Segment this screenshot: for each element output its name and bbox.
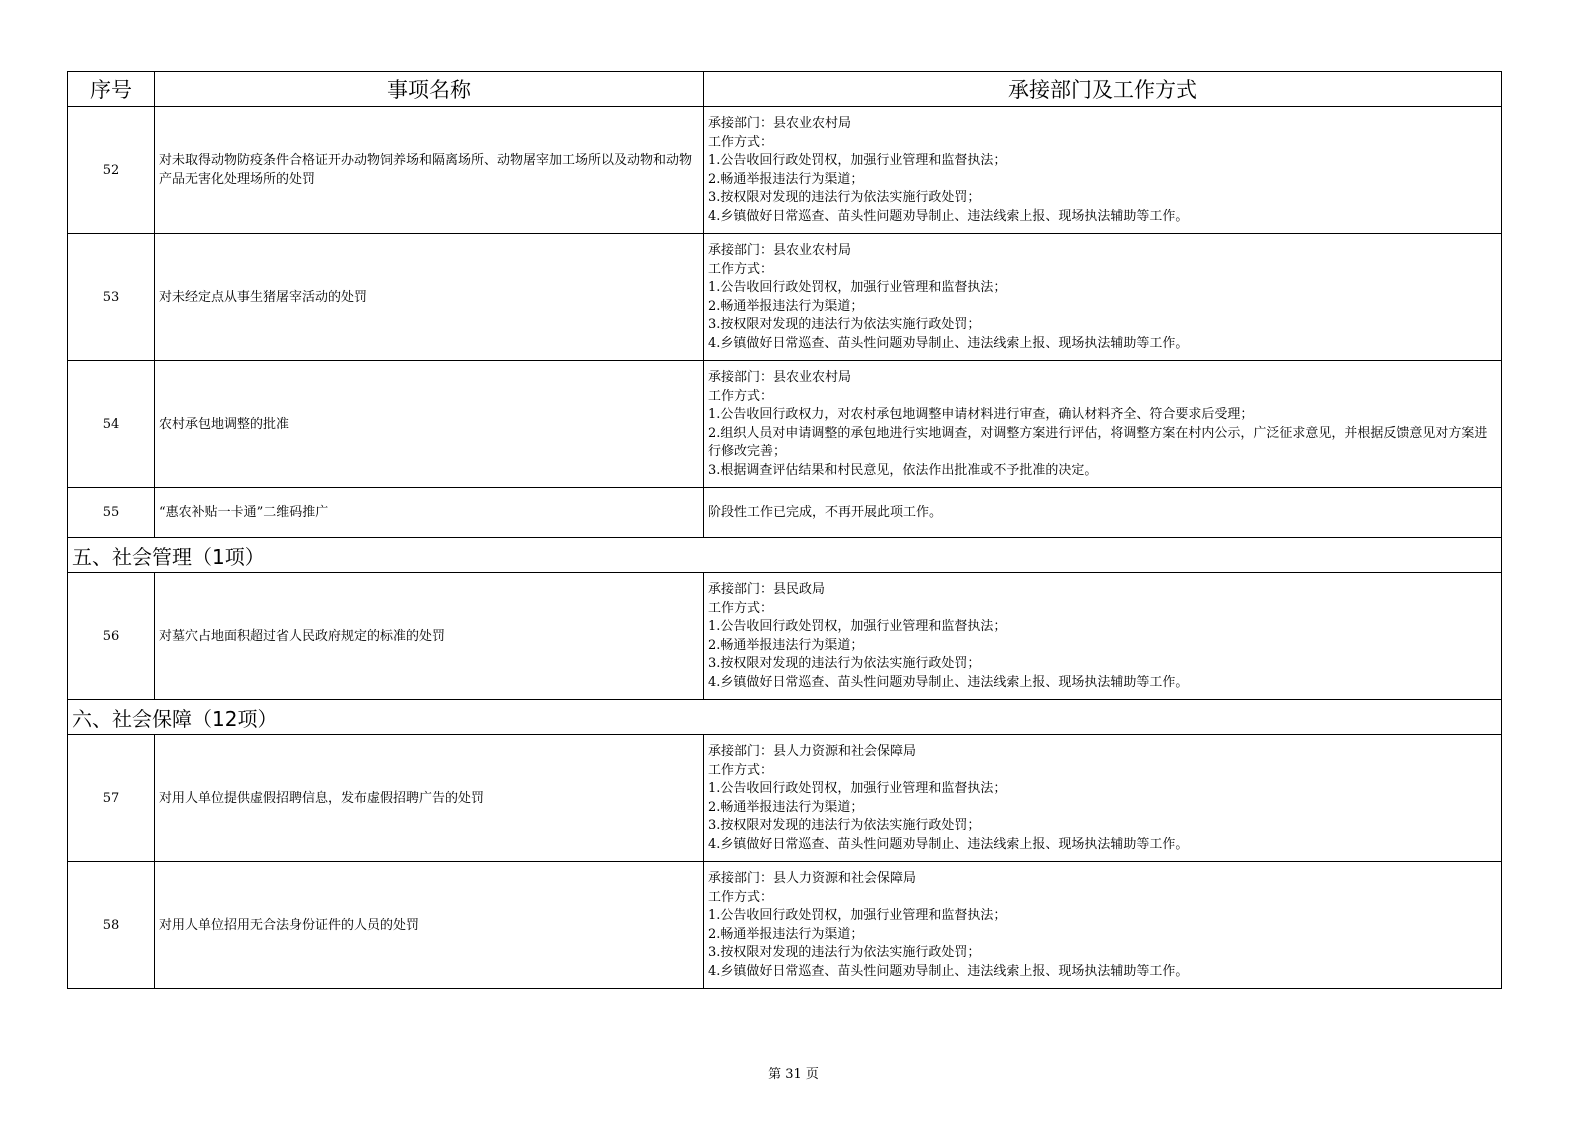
method-line: 2.畅通举报违法行为渠道； [708,637,864,653]
item-name: 对墓穴占地面积超过省人民政府规定的标准的处罚 [155,573,704,700]
method-line: 1.公告收回行政处罚权，加强行业管理和监督执法； [708,908,1007,923]
matters-table [67,71,1502,989]
section-header [68,700,1502,735]
method-line: 3.按权限对发现的违法行为依法实施行政处罚； [708,190,981,205]
method-line: 阶段性工作已完成，不再开展此项工作。 [708,504,943,520]
table-header-row [68,72,1502,107]
section-title: 六、社会保障（12项） [68,700,1502,735]
work-method [704,573,1502,700]
item-name: 对用人单位招用无合法身份证件的人员的处罚 [155,862,704,989]
row-number: 53 [68,234,155,361]
method-line: 承接部门：县农业农村局 [708,243,852,258]
table-row [68,488,1502,538]
method-line: 4.乡镇做好日常巡查、苗头性问题劝导制止、违法线索上报、现场执法辅助等工作。 [708,963,1189,979]
header-method: 承接部门及工作方式 [704,72,1502,107]
method-line: 1.公告收回行政处罚权，加强行业管理和监督执法； [708,153,1007,168]
method-line: 3.根据调查评估结果和村民意见，依法作出批准或不予批准的决定。 [708,462,1098,478]
method-line: 1.公告收回行政处罚权，加强行业管理和监督执法； [708,619,1007,634]
row-number: 52 [68,107,155,234]
table-row [68,862,1502,989]
method-line: 3.按权限对发现的违法行为依法实施行政处罚； [708,656,981,671]
method-line: 4.乡镇做好日常巡查、苗头性问题劝导制止、违法线索上报、现场执法辅助等工作。 [708,836,1189,852]
table-row [68,573,1502,700]
method-line: 2.畅通举报违法行为渠道； [708,799,864,815]
method-line: 4.乡镇做好日常巡查、苗头性问题劝导制止、违法线索上报、现场执法辅助等工作。 [708,208,1189,224]
method-line: 工作方式： [708,261,774,277]
method-line: 工作方式： [708,889,774,905]
page-number: 第 31 页 [768,1067,819,1082]
table-row [68,361,1502,488]
item-name: 对未取得动物防疫条件合格证开办动物饲养场和隔离场所、动物屠宰加工场所以及动物和动物产品无害化处理场所的处罚 [155,107,704,234]
method-line: 承接部门：县农业农村局 [708,116,852,131]
method-line: 工作方式： [708,600,774,616]
row-number: 58 [68,862,155,989]
row-number: 54 [68,361,155,488]
method-line: 工作方式： [708,762,774,778]
work-method [704,862,1502,989]
method-line: 工作方式： [708,388,774,404]
method-line: 3.按权限对发现的违法行为依法实施行政处罚； [708,317,981,332]
method-line: 1.公告收回行政处罚权，加强行业管理和监督执法； [708,280,1007,295]
work-method [704,361,1502,488]
work-method [704,735,1502,862]
method-line: 承接部门：县民政局 [708,582,826,597]
item-name: 对用人单位提供虚假招聘信息，发布虚假招聘广告的处罚 [155,735,704,862]
work-method [704,234,1502,361]
method-line: 3.按权限对发现的违法行为依法实施行政处罚； [708,945,981,960]
method-line: 2.畅通举报违法行为渠道； [708,926,864,942]
method-line: 2.畅通举报违法行为渠道； [708,171,864,187]
table-row [68,735,1502,862]
method-line: 4.乡镇做好日常巡查、苗头性问题劝导制止、违法线索上报、现场执法辅助等工作。 [708,674,1189,690]
method-line: 3.按权限对发现的违法行为依法实施行政处罚； [708,818,981,833]
header-name: 事项名称 [155,72,704,107]
row-number: 57 [68,735,155,862]
work-method [704,107,1502,234]
method-line: 承接部门：县农业农村局 [708,370,852,385]
method-line: 2.畅通举报违法行为渠道； [708,298,864,314]
work-method [704,488,1502,538]
method-line: 1.公告收回行政处罚权，加强行业管理和监督执法； [708,781,1007,796]
section-title: 五、社会管理（1项） [68,538,1502,573]
method-line: 1.公告收回行政权力，对农村承包地调整申请材料进行审查，确认材料齐全、符合要求后受理； [708,407,1254,422]
header-no: 序号 [68,72,155,107]
item-name: 对未经定点从事生猪屠宰活动的处罚 [155,234,704,361]
table-row [68,234,1502,361]
method-line: 工作方式： [708,134,774,150]
row-number: 55 [68,488,155,538]
row-number: 56 [68,573,155,700]
method-line: 承接部门：县人力资源和社会保障局 [708,744,917,759]
section-header [68,538,1502,573]
item-name: “惠农补贴一卡通”二维码推广 [155,488,704,538]
method-line: 4.乡镇做好日常巡查、苗头性问题劝导制止、违法线索上报、现场执法辅助等工作。 [708,335,1189,351]
item-name: 农村承包地调整的批准 [155,361,704,488]
method-line: 承接部门：县人力资源和社会保障局 [708,871,917,886]
table-row [68,107,1502,234]
method-line: 2.组织人员对申请调整的承包地进行实地调查，对调整方案进行评估，将调整方案在村内公示，广泛征求意见，并根据反馈意见对方案进行修改完善； [708,425,1488,459]
